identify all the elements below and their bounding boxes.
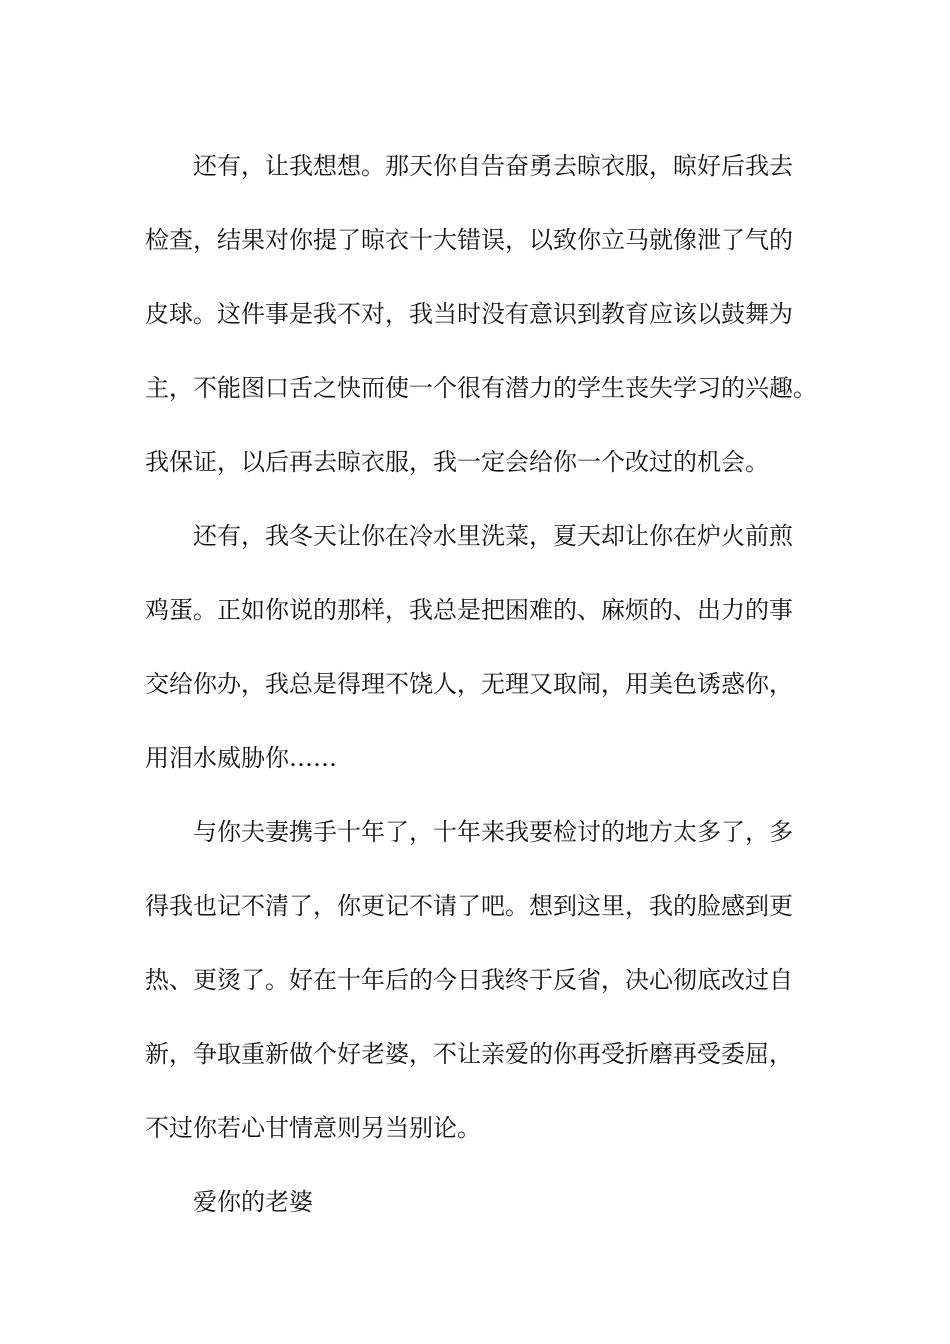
text-line: 不过你若心甘情意则另当别论。 — [145, 1114, 481, 1142]
paragraph-2 — [145, 499, 825, 795]
text-line: 皮球。这件事是我不对，我当时没有意识到教育应该以鼓舞为 — [145, 300, 793, 328]
text-line: 检查，结果对你提了晾衣十大错误，以致你立马就像泄了气的 — [145, 226, 793, 254]
text-line: 还有，我冬天让你在冷水里洗菜，夏天却让你在炉火前煎 — [193, 522, 793, 550]
text-line: 我保证，以后再去晾衣服，我一定会给你一个改过的机会。 — [145, 448, 769, 476]
text-line: 主，不能图口舌之快而使一个很有潜力的学生丧失学习的兴趣。 — [145, 374, 817, 402]
text-line: 交给你办，我总是得理不饶人，无理又取闹，用美色诱惑你， — [145, 670, 793, 698]
signature-line: 爱你的老婆 — [193, 1188, 313, 1216]
text-line: 鸡蛋。正如你说的那样，我总是把困难的、麻烦的、出力的事 — [145, 596, 793, 624]
paragraph-1 — [145, 129, 825, 499]
text-line: 还有，让我想想。那天你自告奋勇去晾衣服，晾好后我去 — [193, 152, 793, 180]
text-line: 新，争取重新做个好老婆，不让亲爱的你再受折磨再受委屈， — [145, 1040, 793, 1068]
paragraph-3 — [145, 795, 825, 1165]
document-body — [145, 129, 825, 1239]
text-line: 得我也记不清了，你更记不请了吧。想到这里，我的脸感到更 — [145, 892, 793, 920]
signature-paragraph — [145, 1165, 825, 1239]
text-line: 用泪水威胁你…… — [145, 744, 337, 772]
text-line: 热、更烫了。好在十年后的今日我终于反省，决心彻底改过自 — [145, 966, 793, 994]
text-line: 与你夫妻携手十年了，十年来我要检讨的地方太多了，多 — [193, 818, 793, 846]
